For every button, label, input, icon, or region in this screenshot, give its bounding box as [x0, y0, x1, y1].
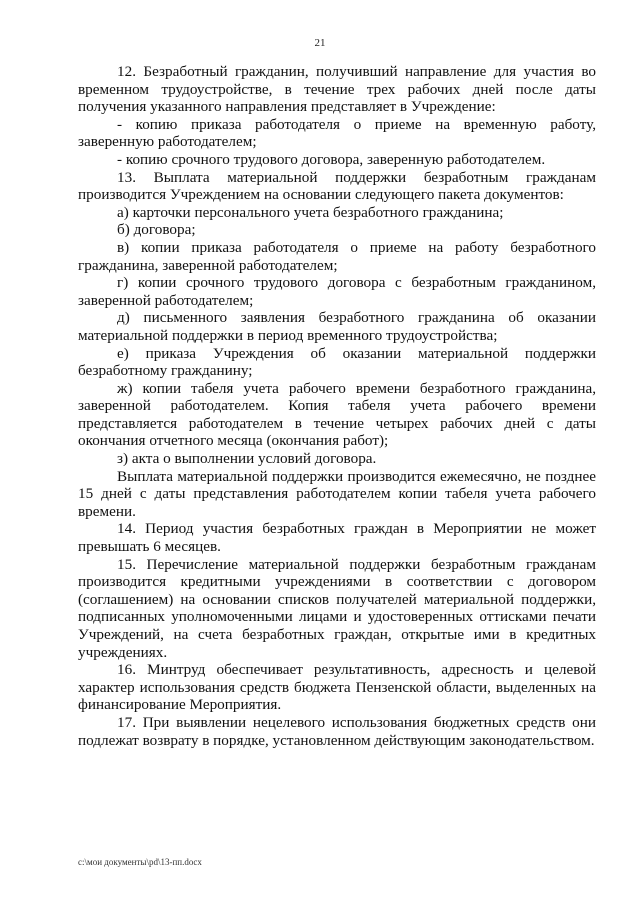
- paragraph-13-item-e: е) приказа Учреждения об оказании материальной поддержки безработному гражданину;: [78, 344, 596, 380]
- page-number: 21: [314, 37, 326, 49]
- paragraph-14: 14. Период участия безработных граждан в Мероприятии не может превышать 6 месяцев.: [78, 520, 596, 556]
- paragraph-17: 17. При выявлении нецелевого использования бюджетных средств они подлежат возврату в порядке, установленном действующим законодательством.: [78, 713, 596, 749]
- paragraph-payment-terms: Выплата материальной поддержки производится ежемесячно, не позднее 15 дней с даты представления работодателем копии табеля учета рабочего времени.: [78, 467, 596, 520]
- footer-file-path: c:\мои документы\pd\13-пп.docx: [78, 857, 202, 867]
- paragraph-13-item-b: б) договора;: [117, 221, 196, 239]
- paragraph-13-item-z: з) акта о выполнении условий договора.: [117, 450, 377, 468]
- paragraph-13: 13. Выплата материальной поддержки безработным гражданам производится Учреждением на основании следующего пакета документов:: [78, 168, 596, 204]
- document-body: [78, 63, 596, 749]
- paragraph-13-item-zh: ж) копии табеля учета рабочего времени безработного гражданина, заверенной работодателем. Копия табеля учета рабочего времени представляется работодателем в течение четырех рабочих дней с даты окончания отчетного месяца (окончания работ);: [78, 379, 596, 450]
- paragraph-13-item-d: д) письменного заявления безработного гражданина об оказании материальной поддержки в период временного трудоустройства;: [78, 309, 596, 344]
- paragraph-12-item-order-copy: - копию приказа работодателя о приеме на временную работу, заверенную работодателем;: [78, 115, 596, 151]
- paragraph-13-item-g: г) копии срочного трудового договора с безработным гражданином, заверенной работодателем;: [78, 274, 596, 309]
- paragraph-12: 12. Безработный гражданин, получивший направление для участия во временном трудоустройстве, в течение трех рабочих дней после даты получения указанного направления представляет в Учреждение:: [78, 63, 596, 116]
- paragraph-15: 15. Перечисление материальной поддержки безработным гражданам производится кредитными учреждениями в соответствии с договором (соглашением) на основании списков получателей материальной поддержки, подписанных уполномоченными лицами и удостоверенных оттисками печати Учреждений, на счета безработных граждан, открытые ими в кредитных учреждениях.: [78, 555, 596, 661]
- paragraph-12-item-contract-copy: - копию срочного трудового договора, заверенную работодателем.: [117, 150, 546, 168]
- paragraph-13-item-a: а) карточки персонального учета безработного гражданина;: [117, 203, 504, 221]
- paragraph-13-item-v: в) копии приказа работодателя о приеме на работу безработного гражданина, заверенной работодателем;: [78, 238, 596, 274]
- paragraph-16: 16. Минтруд обеспечивает результативность, адресность и целевой характер использования средств бюджета Пензенской области, выделенных на финансирование Мероприятия.: [78, 661, 596, 714]
